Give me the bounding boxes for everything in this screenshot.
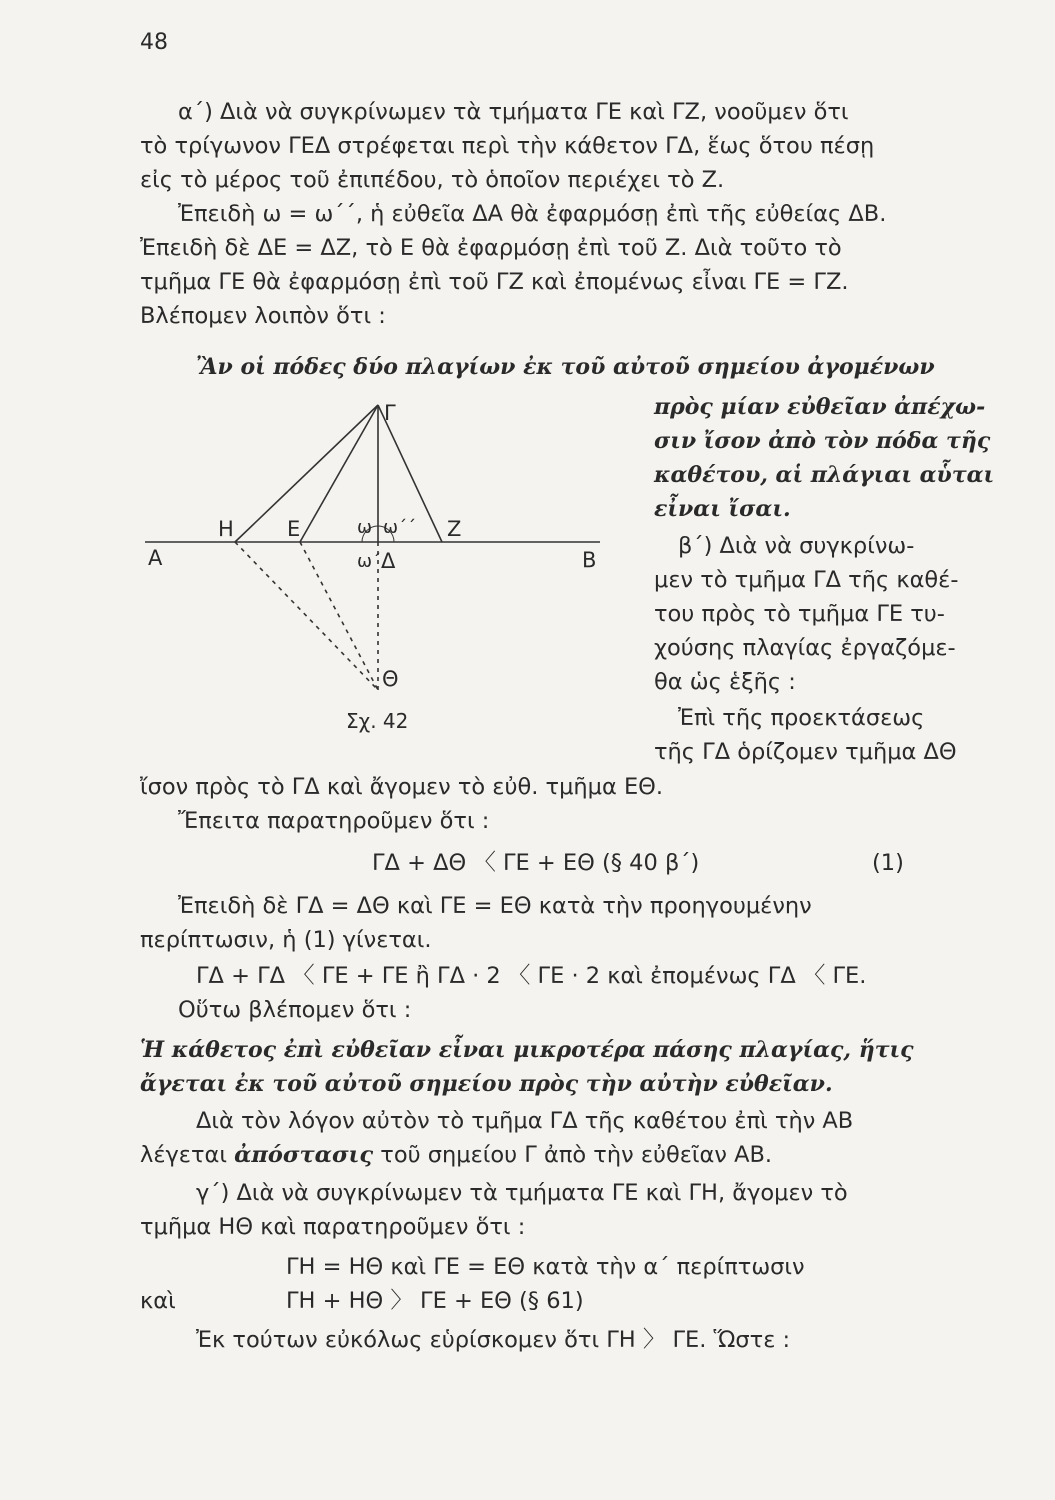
text-line [140,1140,772,1170]
label-eta: Η [218,517,234,541]
theorem-line: πρὸς μίαν εὐθεῖαν ἀπέχω- [654,394,986,420]
text-line: α΄) Διὰ νὰ συγκρίνωμεν τὰ τμήματα ΓΕ καὶ ΓΖ, νοοῦμεν ὅτι [178,99,849,125]
theorem-line: ἄγεται ἐκ τοῦ αὐτοῦ σημείου πρὸς τὴν αὐτὴν εὐθεῖαν. [140,1071,833,1097]
text-line: β΄) Διὰ νὰ συγκρίνω- [678,533,915,559]
label-omega1: ω΄ [357,551,382,572]
theorem-line: εἶναι ἴσαι. [654,496,791,522]
page-number: 48 [140,30,168,55]
text-line: Οὕτω βλέπομεν ὅτι : [178,997,412,1023]
theorem-line: Ἡ κάθετος ἐπὶ εὐθεῖαν εἶναι μικροτέρα πάσης πλαγίας, ἥτις [140,1037,914,1063]
label-delta: Δ [381,549,396,573]
text-line: ΓΔ + ΓΔ 〈 ΓΕ + ΓΕ ἢ ΓΔ · 2 〈 ΓΕ · 2 καὶ ἐπομένως ΓΔ 〈 ΓΕ. [196,963,867,989]
text-line: τμῆμα ΗΘ καὶ παρατηροῦμεν ὅτι : [140,1214,526,1240]
text-line: Ἐπειδὴ ω = ω΄΄, ἡ εὐθεῖα ΔΑ θὰ ἐφαρμόσῃ ἐπὶ τῆς εὐθείας ΔΒ. [178,201,887,227]
label-alpha: Α [148,546,163,570]
theorem-line: σιν ἴσον ἀπὸ τὸν πόδα τῆς [654,428,991,454]
label-beta: Β [582,548,597,572]
text-line: εἰς τὸ μέρος τοῦ ἐπιπέδου, τὸ ὁποῖον περιέχει τὸ Ζ. [140,167,725,193]
label-omega: ω [357,517,373,538]
text-line: γ΄) Διὰ νὰ συγκρίνωμεν τὰ τμήματα ΓΕ καὶ ΓΗ, ἄγομεν τὸ [196,1180,848,1206]
text-line: Ἔπειτα παρατηροῦμεν ὅτι : [178,808,490,834]
theorem-line: Ἂν οἱ πόδες δύο πλαγίων ἐκ τοῦ αὐτοῦ σημείου ἀγομένων [196,354,935,380]
text-line: τὸ τρίγωνον ΓΕΔ στρέφεται περὶ τὴν κάθετον ΓΔ, ἕως ὅτου πέσῃ [140,133,875,159]
text-span: λέγεται [140,1142,235,1168]
text-line: χούσης πλαγίας ἐργαζόμε- [654,635,956,661]
theorem-line: καθέτου, αἱ πλάγιαι αὗται [654,462,995,488]
text-line: ἴσον πρὸς τὸ ΓΔ καὶ ἄγομεν τὸ εὐθ. τμῆμα ΕΘ. [140,774,664,800]
label-theta: Θ [382,667,399,691]
text-line: θα ὡς ἑξῆς : [654,669,796,695]
label-zeta: Ζ [447,517,462,541]
text-line: του πρὸς τὸ τμῆμα ΓΕ τυ- [654,601,945,627]
formula: ΓΗ + ΗΘ 〉 ΓΕ + ΕΘ (§ 61) [286,1288,584,1314]
label-gamma: Γ [384,401,396,425]
term-distance: ἀπόστασις [234,1142,374,1168]
text-line: Ἐπειδὴ δὲ ΓΔ = ΔΘ καὶ ΓΕ = ΕΘ κατὰ τὴν προηγουμένην [178,893,812,919]
label-omega2: ω΄΄ [383,517,417,538]
text-line: Ἐκ τούτων εὐκόλως εὑρίσκομεν ὅτι ΓΗ 〉 ΓΕ. Ὥστε : [196,1327,791,1353]
label-epsilon: Ε [287,517,301,541]
text-line: Ἐπὶ τῆς προεκτάσεως [678,705,925,731]
figure-caption: Σχ. 42 [346,709,409,733]
text-line: καὶ [140,1288,176,1314]
text-line: μεν τὸ τμῆμα ΓΔ τῆς καθέ- [654,567,959,593]
text-line: περίπτωσιν, ἡ (1) γίνεται. [140,927,432,953]
text-line: Διὰ τὸν λόγον αὐτὸν τὸ τμῆμα ΓΔ τῆς καθέτου ἐπὶ τὴν ΑΒ [196,1108,854,1134]
geometry-figure [140,390,610,735]
formula: ΓΗ = ΗΘ καὶ ΓΕ = ΕΘ κατὰ τὴν α΄ περίπτωσιν [286,1254,805,1280]
text-line: Βλέπομεν λοιπὸν ὅτι : [140,303,386,329]
text-line: τμῆμα ΓΕ θὰ ἐφαρμόσῃ ἐπὶ τοῦ ΓΖ καὶ ἐπομένως εἶναι ΓΕ = ΓΖ. [140,269,849,295]
text-line: τῆς ΓΔ ὁρίζομεν τμῆμα ΔΘ [654,739,957,765]
formula-number: (1) [872,850,904,876]
text-span: τοῦ σημείου Γ ἀπὸ τὴν εὐθεῖαν ΑΒ. [373,1142,773,1168]
formula: ΓΔ + ΔΘ 〈 ΓΕ + ΕΘ (§ 40 β΄) [372,850,700,876]
text-line: Ἐπειδὴ δὲ ΔΕ = ΔΖ, τὸ Ε θὰ ἐφαρμόσῃ ἐπὶ τοῦ Ζ. Διὰ τοῦτο τὸ [140,235,842,261]
